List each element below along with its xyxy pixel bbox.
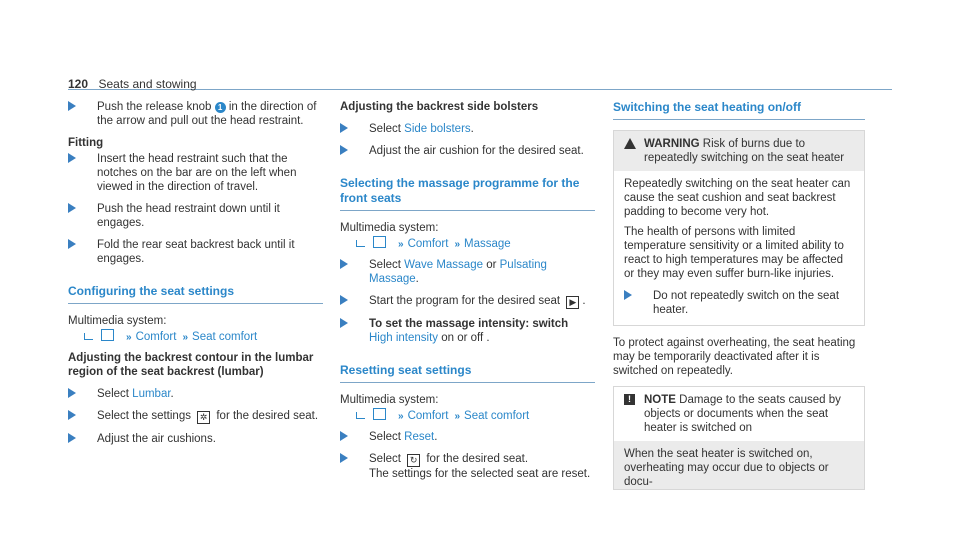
reset-key-icon: ↻ [407, 454, 420, 467]
step-push: Push the head restraint down until it engages. [68, 202, 323, 230]
settings-key-icon: ✲ [197, 411, 210, 424]
step-arrow-icon [340, 295, 348, 305]
note-body: When the seat heater is switched on, overheating may occur due to objects or docu- [614, 441, 864, 489]
step-arrow-icon [624, 290, 632, 300]
step-insert: Insert the head restraint such that the notches on the bar are on the left when viewed in the direction of travel. [68, 152, 323, 194]
massage-heading: Selecting the massage programme for the front seats [340, 176, 595, 211]
multimedia-label: Multimedia system: [340, 394, 439, 406]
menu-path: » Comfort » Seat comfort [356, 408, 595, 424]
step-adjust-cushion: Adjust the air cushion for the desired seat. [340, 144, 595, 158]
column-3 [613, 100, 865, 490]
play-key-icon: ▶ [566, 296, 579, 309]
seat-heating-heading: Switching the seat heating on/off [613, 100, 865, 120]
step-intensity: To set the massage intensity: switch High intensity on or off . [340, 317, 595, 345]
step-arrow-icon [68, 388, 76, 398]
step-select-lumbar: Select Lumbar. [68, 387, 323, 401]
page-header [68, 75, 892, 90]
bolsters-subheading: Adjusting the backrest side bolsters [340, 101, 539, 113]
chevron-double-icon: » [398, 411, 404, 422]
step-fold: Fold the rear seat backrest back until it engages. [68, 238, 323, 266]
exclamation-icon: ! [624, 394, 635, 405]
step-arrow-icon [340, 123, 348, 133]
warning-body: Repeatedly switching on the seat heater can cause the seat cushion and seat backrest padding to become very hot. The health of persons with limited temperature sensitivity or a limited ability to react to high temperatures may be affected or they may even suffer burn-like injuries. Do not repeatedly switch on the seat heater. [614, 171, 864, 325]
chevron-double-icon: » [454, 411, 461, 422]
warning-box [613, 130, 865, 326]
multimedia-label: Multimedia system: [340, 222, 439, 234]
step-arrow-icon [68, 239, 76, 249]
page-number: 120 [68, 77, 89, 91]
home-icon [373, 236, 386, 248]
menu-path: » Comfort » Seat comfort [84, 329, 323, 345]
chevron-double-icon: » [126, 332, 132, 343]
step-arrow-icon [340, 259, 348, 269]
step-select-settings: Select the settings ✲ for the desired seat. [68, 409, 323, 424]
warning-step: Do not repeatedly switch on the seat heater. [624, 289, 854, 317]
fitting-heading: Fitting [68, 137, 104, 149]
step-arrow-icon [340, 145, 348, 155]
note-box [613, 386, 865, 490]
column-1 [68, 100, 323, 454]
step-select-bolsters: Select Side bolsters. [340, 122, 595, 136]
step-arrow-icon [68, 153, 76, 163]
step-arrow-icon [340, 318, 348, 328]
step-arrow-icon [68, 203, 76, 213]
warning-triangle-icon [624, 138, 636, 149]
note-header: ! NOTE Damage to the seats caused by objects or documents when the seat heater is switched on [614, 387, 864, 441]
step-start-program: Start the program for the desired seat ▶ . [340, 294, 595, 309]
home-icon [101, 329, 114, 341]
step-arrow-icon [68, 410, 76, 420]
step-reset-seat: Select ↻ for the desired seat. The settings for the selected seat are reset. [340, 452, 595, 481]
resetting-heading: Resetting seat settings [340, 363, 595, 383]
step-adjust-cushions: Adjust the air cushions. [68, 432, 323, 446]
step-arrow-icon [68, 101, 76, 111]
warning-header: WARNING Risk of burns due to repeatedly switching on the seat heater [614, 131, 864, 171]
multimedia-label: Multimedia system: [68, 315, 167, 327]
home-icon [373, 408, 386, 420]
path-hook-icon [356, 240, 365, 247]
section-title: Seats and stowing [98, 77, 197, 91]
knob-callout-icon: 1 [215, 102, 226, 113]
step-arrow-icon [340, 453, 348, 463]
menu-path: » Comfort » Massage [356, 236, 595, 252]
lumbar-subheading: Adjusting the backrest contour in the lumbar region of the seat backrest (lumbar) [68, 352, 314, 378]
chevron-double-icon: » [182, 332, 189, 343]
step-select-massage: Select Wave Massage or Pulsating Massage. [340, 258, 595, 286]
path-hook-icon [84, 333, 93, 340]
column-2 [340, 100, 595, 489]
step-arrow-icon [68, 433, 76, 443]
configuring-heading: Configuring the seat settings [68, 284, 323, 304]
overheating-paragraph: To protect against overheating, the seat heating may be temporarily deactivated after it is switched on repeatedly. [613, 337, 856, 377]
step-arrow-icon [340, 431, 348, 441]
chevron-double-icon: » [454, 239, 461, 250]
step-release: Push the release knob 1 in the direction of the arrow and pull out the head restraint. [68, 100, 323, 128]
chevron-double-icon: » [398, 239, 404, 250]
step-select-reset: Select Reset. [340, 430, 595, 444]
path-hook-icon [356, 412, 365, 419]
